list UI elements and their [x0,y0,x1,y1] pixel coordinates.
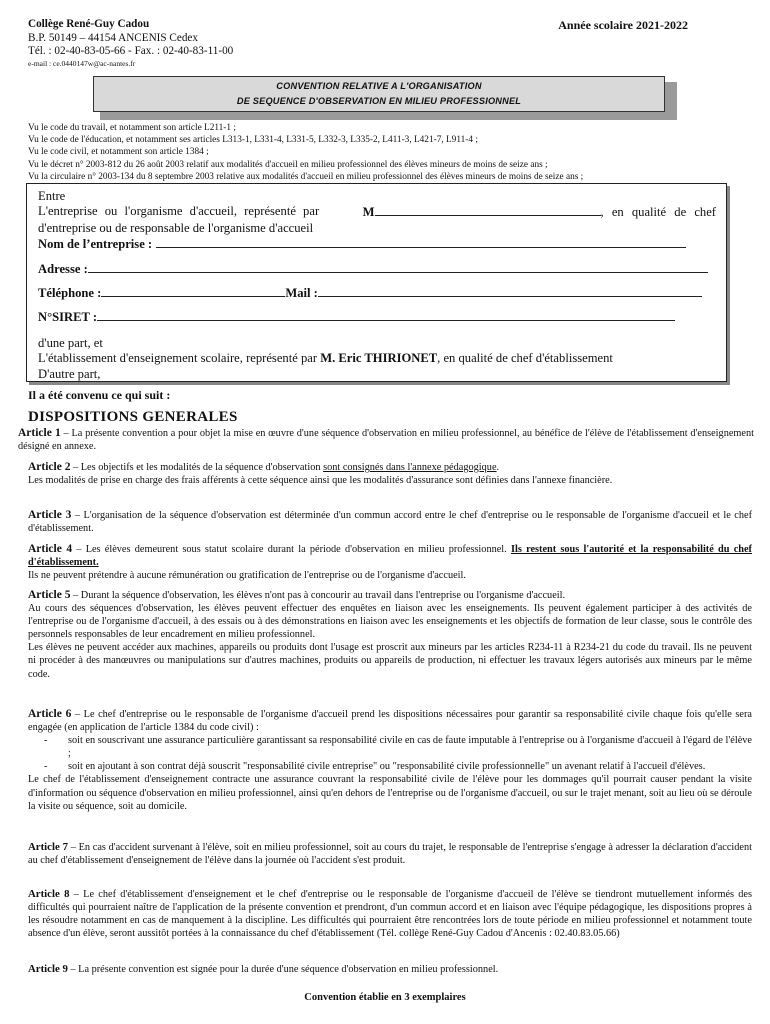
article-5: Article 5 – Durant la séquence d'observation, les élèves n'ont pas à concourir au travail dans l'entreprise ou l'organisme d'accueil. Au cours des séquences d'observation, les élèves peuvent effectuer des enquêtes en liaison avec les enseignements. Ils peuvent également participer à des activités de l'entreprise ou de l'organisme d'accueil, à des essais ou à des démonstrations en liaison avec les enseignements et les objectifs de formation de leur classe, sous le contrôle des personnels responsables de leur encadrement en milieu professionnel. Les élèves ne peuvent accéder aux machines, appareils ou produits dont l'usage est proscrit aux mineurs par les articles R234-11 à R234-21 du code du travail. Ils ne peuvent ni procéder à des manœuvres ou manipulations sur d'autres machines, produits ou appareils de production, ni effectuer les travaux légers autorisés aux mineurs par le même code. [28,589,752,680]
phone-label: Téléphone : [38,286,102,301]
document-title [93,76,665,112]
school-phone: Tél. : 02-40-83-05-66 - Fax. : 02-40-83-11-00 [28,45,234,57]
article-2: Article 2 – Les objectifs et les modalités de la séquence d'observation sont consignés dans l'annexe pédagogique. Les modalités de prise en charge des frais afférents à cette séquence ainsi que les modalités d'assurance sont définies dans l'annexe financière. [28,461,613,487]
school-header [28,18,233,69]
reference-item: Vu le code de l'éducation, et notamment ses articles L313-1, L331-4, L331-5, L332-3, L335-2, L411-3, L421-7, L911-4 ; [28,135,478,146]
parties-box [26,183,727,382]
part-two-label: D'autre part, [38,366,101,381]
address-field[interactable] [88,261,708,273]
school-rep-name: M. Eric THIRIONET [320,351,438,366]
school-name: Collège René-Guy Cadou [28,18,150,30]
article-2-label: Article 2 [28,461,71,473]
legal-references [28,122,758,183]
article-4-label: Article 4 [28,543,73,555]
reference-item: Vu le code civil, et notamment son article 1384 ; [28,147,209,158]
company-rep-line [38,204,716,220]
reference-item: Vu le code du travail, et notamment son article L211-1 ; [28,123,236,133]
company-rep-text: L'entreprise ou l'organisme d'accueil, représenté par [38,204,320,219]
company-rep-role: , en qualité de chef [600,205,716,220]
article-3-label: Article 3 [28,509,72,521]
reference-item: Vu le décret n° 2003-812 du 26 août 2003 relatif aux modalités d'accueil en milieu professionnel des élèves mineurs de moins de seize ans ; [28,159,548,170]
part-one-label: d'une part, et [38,335,103,350]
mail-field[interactable] [318,285,702,297]
company-rep-line-2: d'entreprise ou de responsable de l'organisme d'accueil [38,220,314,235]
title-line-2: DE SEQUENCE D'OBSERVATION EN MILIEU PROFESSIONNEL [236,96,522,106]
article-7-label: Article 7 [28,841,69,853]
article-1-label: Article 1 [18,427,61,439]
siret-field[interactable] [97,309,675,321]
article-8-label: Article 8 [28,888,70,900]
school-rep-line: L'établissement d'enseignement scolaire, représenté par M. Eric THIRIONET, en qualité de chef d'établissement [38,351,613,366]
article-7: Article 7 – En cas d'accident survenant à l'élève, soit en milieu professionnel, soit au cours du trajet, le responsable de l'entreprise s'engage à adresser la déclaration d'accident au chef d'établissement d'enseignement de l'élève dans la journée où l'accident s'est produit. [28,841,752,867]
school-email: e-mail : ce.0440147w@ac-nantes.fr [28,58,136,68]
article-5-label: Article 5 [28,589,71,601]
company-name-field[interactable] [156,236,686,248]
school-address: B.P. 50149 – 44154 ANCENIS Cedex [28,31,198,44]
school-year: Année scolaire 2021-2022 [558,18,688,32]
article-9: Article 9 – La présente convention est signée pour la durée d'une séquence d'observation en milieu professionnel. [28,963,499,975]
phone-field[interactable] [101,285,285,297]
address-label: Adresse : [38,261,88,276]
company-name-label: Nom de l’entreprise : [38,237,153,252]
mail-label: Mail : [285,286,318,301]
footer-note: Convention établie en 3 exemplaires [304,992,466,1003]
article-9-label: Article 9 [28,963,68,975]
list-item: - soit en ajoutant à son contrat déjà souscrit "responsabilité civile entreprise" ou "responsabilité civile professionnelle" un avenant relatif à l'accueil d'élèves. [28,760,752,773]
list-item: - soit en souscrivant une assurance particulière garantissant sa responsabilité civile en cas de faute imputable à l'entreprise ou à l'organisme d'accueil à l'égard de l'élève ; [28,734,752,760]
entre-label: Entre [38,189,66,203]
title-line-1: CONVENTION RELATIVE A L'ORGANISATION [276,81,482,91]
article-1: Article 1 – La présente convention a pour objet la mise en œuvre d'une séquence d'observation en milieu professionnel, au bénéfice de l'élève de l'établissement d'enseignement désigné en annexe. [18,427,754,453]
article-4: Article 4 – Les élèves demeurent sous statut scolaire durant la période d'observation en milieu professionnel. Ils restent sous l'autorité et la responsabilité du chef d'établissement. Ils ne peuvent prétendre à aucune rémunération ou gratification de l'entreprise ou de l'organisme d'accueil. [28,543,752,582]
company-rep-field[interactable] [375,204,601,216]
agreed-heading: Il a été convenu ce qui suit : [28,388,171,402]
authority-note: Ils restent sous l'autorité et la responsabilité du chef d'établissement. [28,544,752,569]
article-8: Article 8 – Le chef d'établissement d'enseignement et le chef d'entreprise ou le responsable de l'organisme d'accueil de l'élève se tiendront mutuellement informés des difficultés qui pourraient naître de l'application de la présente convention et prendront, d'un commun accord et en liaison avec l'équipe pédagogique, les dispositions propres à les résoudre notamment en cas de manquement à la discipline. Les difficultés qui pourraient être rencontrées lors de toute période en milieu professionnel et notamment toute absence d'un élève, seront aussitôt portées à la connaissance du chef d'établissement (Tél. collège René-Guy Cadou d'Ancenis : 02.40.83.05.66) [28,888,753,940]
reference-item: Vu la circulaire n° 2003-134 du 8 septembre 2003 relative aux modalités d'accueil en milieu professionnel des élèves mineurs de moins de seize ans ; [28,171,584,182]
company-rep-m: M [362,205,375,220]
article-6-label: Article 6 [28,708,72,720]
pedagogical-annex-note: sont consignés dans l'annexe pédagogique [323,462,497,473]
article-6: Article 6 – Le chef d'entreprise ou le responsable de l'organisme d'accueil prend les dispositions nécessaires pour garantir sa responsabilité civile chaque fois qu'elle sera engagée (en application de l'article 1384 du code civil) : - soit en souscrivant une assurance particulière garantissant sa responsabilité civile en cas de faute imputable à l'entreprise ou à l'organisme d'accueil à l'égard de l'élève ; - soit en ajoutant à son contrat déjà souscrit "responsabilité civile entreprise" ou "responsabilité civile professionnelle" un avenant relatif à l'accueil d'élèves. Le chef de l'établissement d'enseignement contracte une assurance couvrant la responsabilité civile de l'élève pour les dommages qu'il pourrait causer pendant la visite d'information ou séquence d'observation en milieu professionnel, ainsi qu'en dehors de l'entreprise ou de l'organisme d'accueil, ou sur le trajet menant, soit au lieu où se déroule la visite ou séquence, soit au domicile. [28,708,752,813]
section-heading: DISPOSITIONS GENERALES [28,409,238,425]
article-3: Article 3 – L'organisation de la séquence d'observation est déterminée d'un commun accord entre le chef d'entreprise ou le responsable de l'organisme d'accueil et le chef d'établissement. [28,509,752,535]
siret-label: N°SIRET : [38,310,98,325]
